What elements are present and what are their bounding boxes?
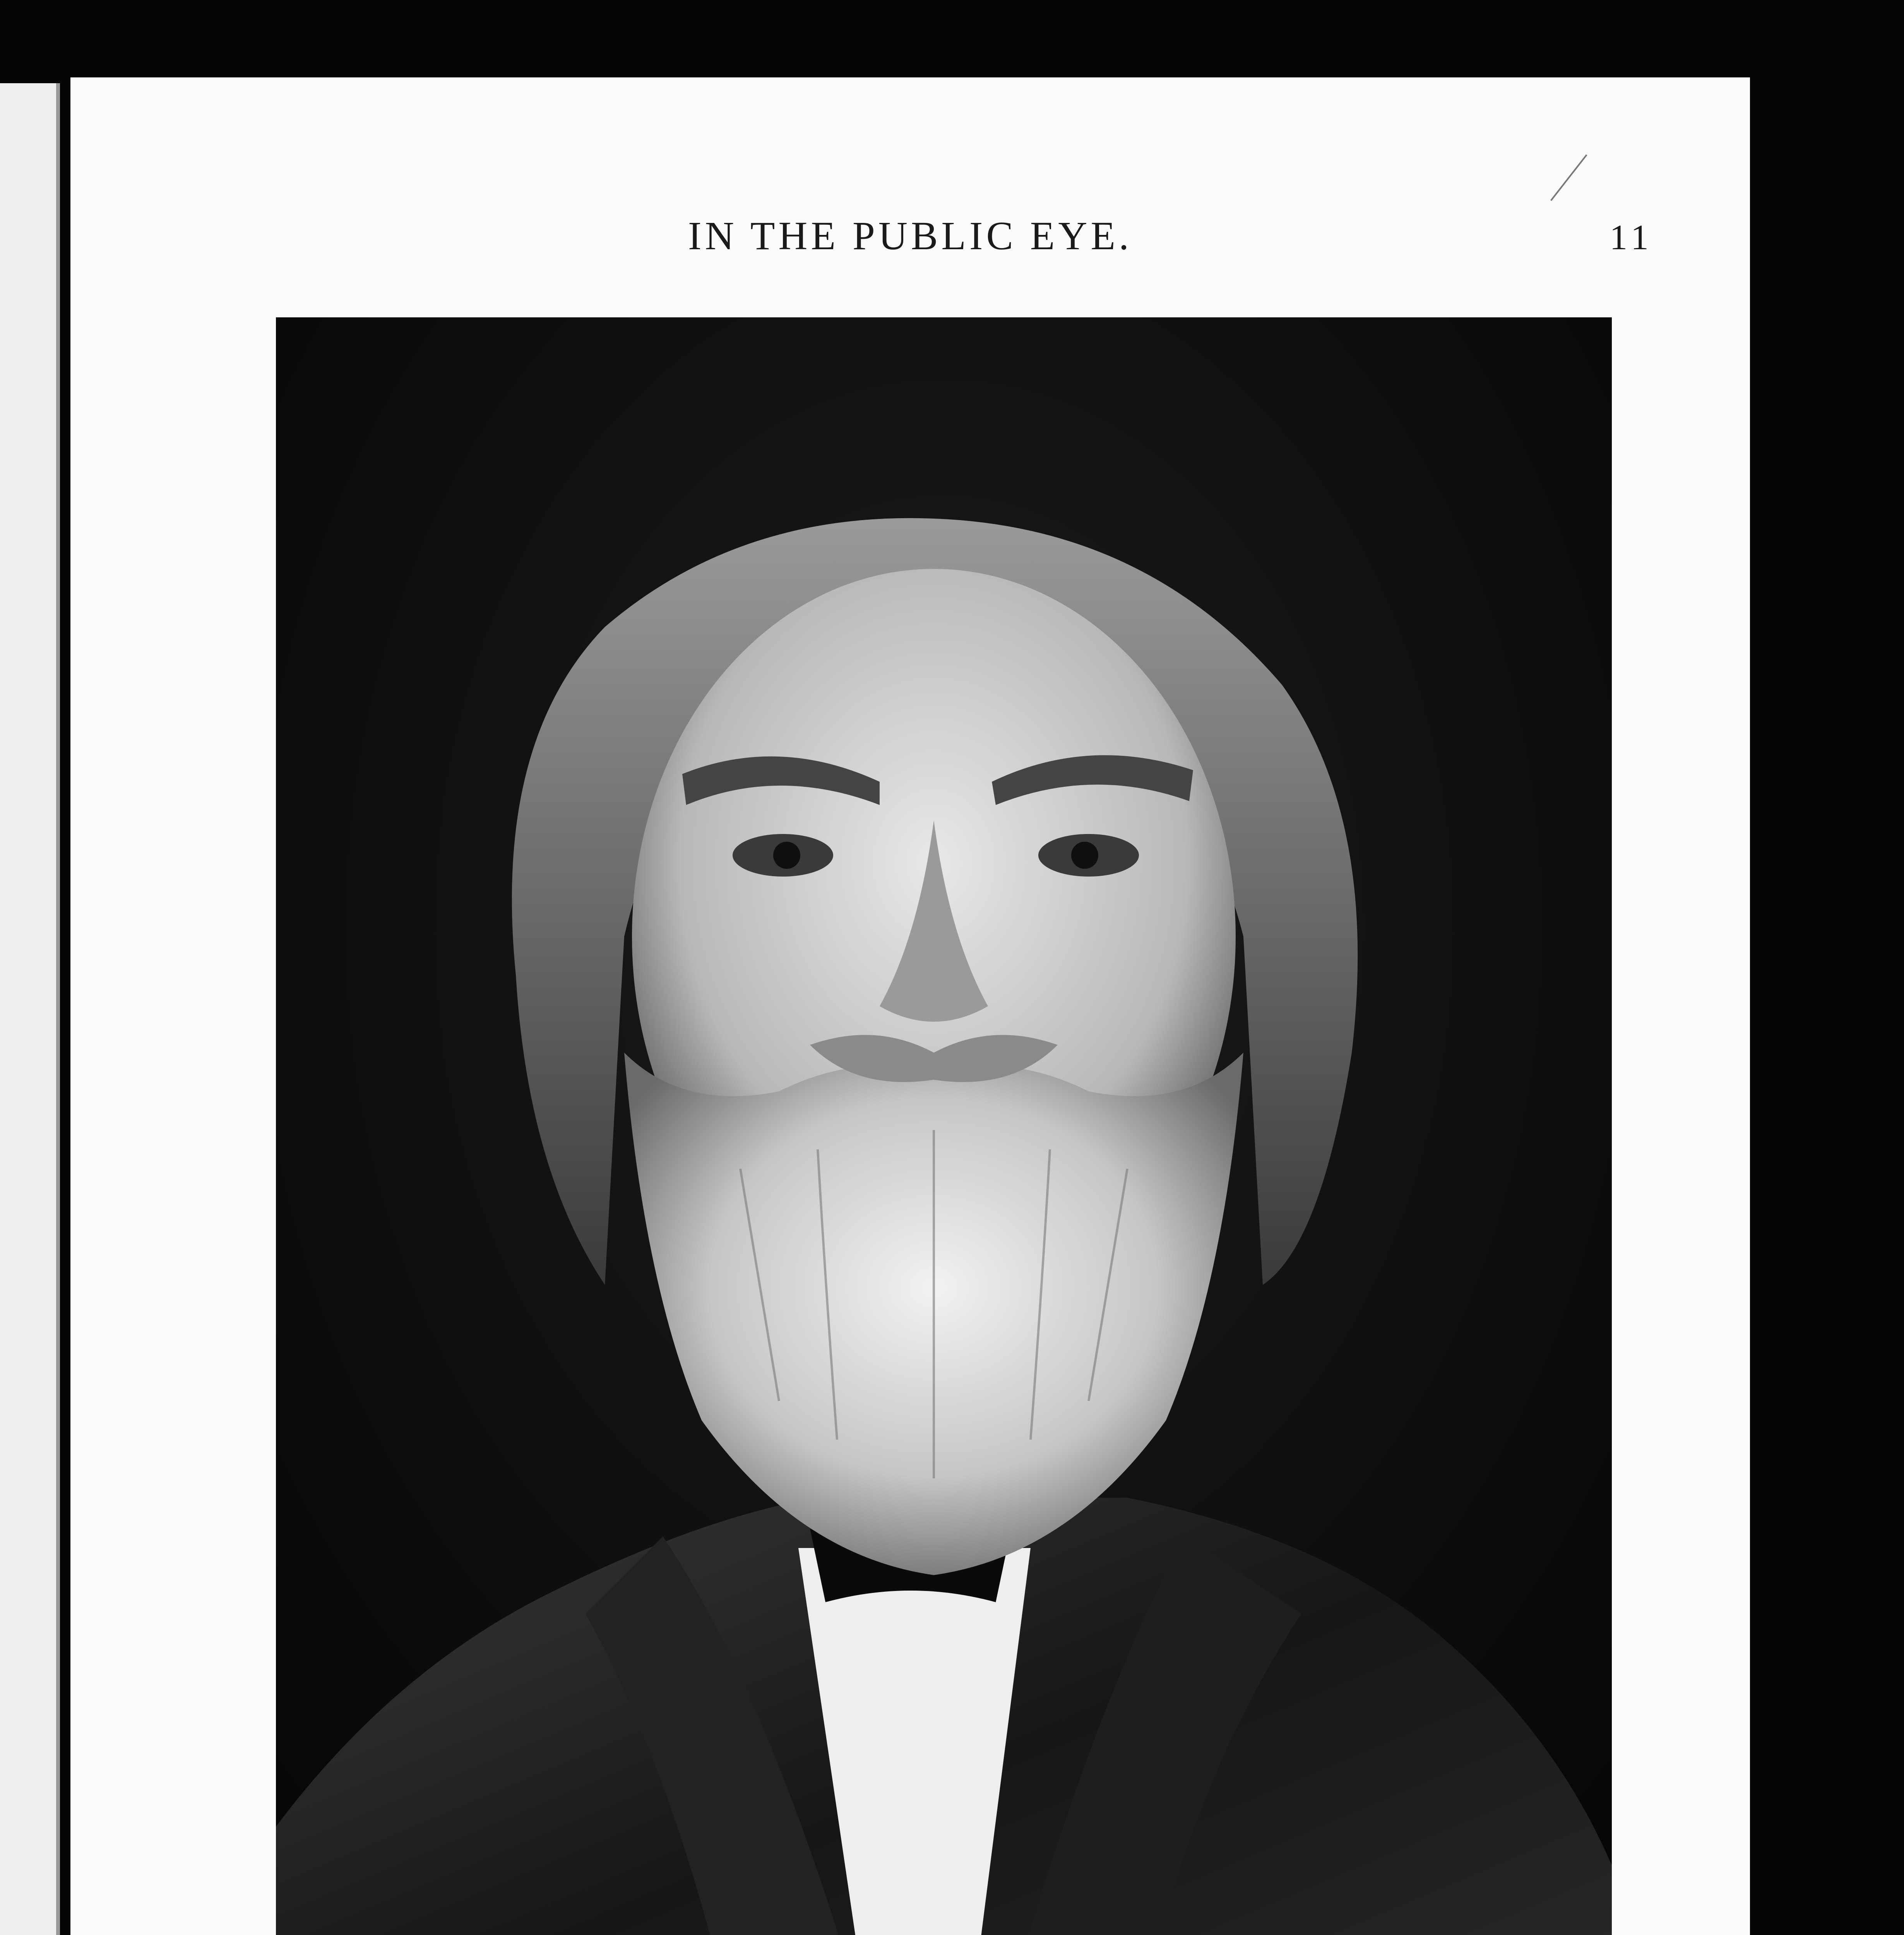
page-number: 11 [1609,217,1653,257]
portrait-photograph [276,317,1612,1935]
magazine-page [70,77,1750,1935]
page-fold-mark [1550,154,1587,201]
facing-page-edge [0,83,60,1935]
page-header [70,213,1750,267]
running-head: IN THE PUBLIC EYE. [688,214,1133,258]
